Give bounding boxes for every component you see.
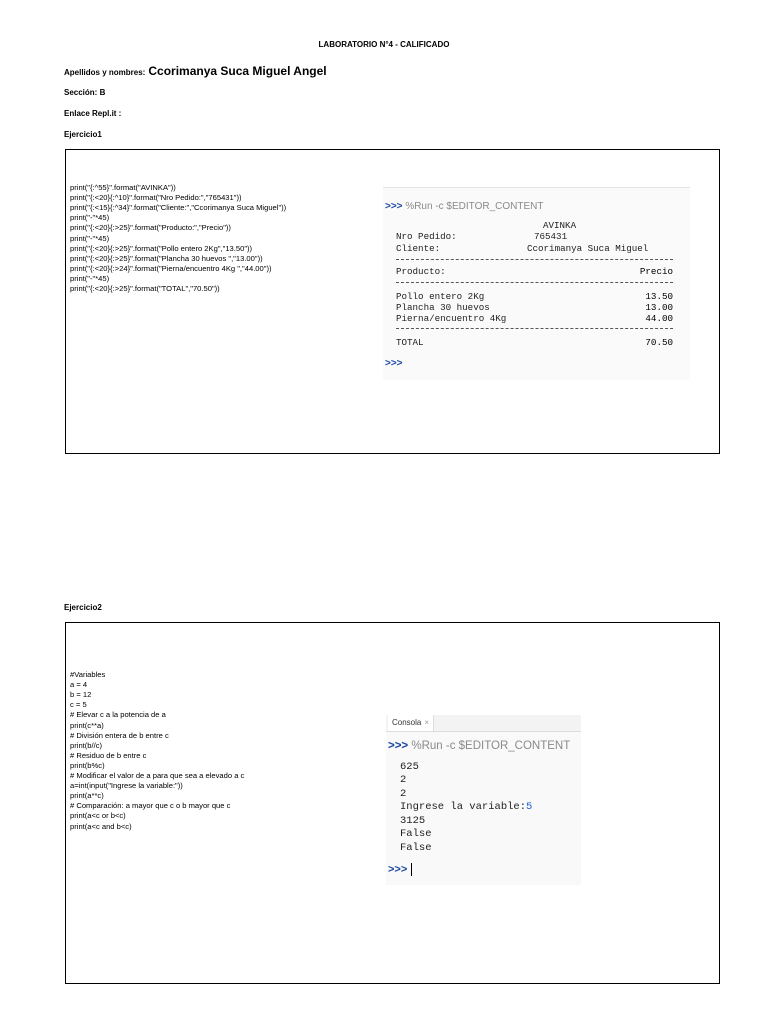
code-line: print(b//c) (70, 740, 103, 750)
code-line: #Variables (70, 670, 106, 680)
separator (396, 328, 673, 329)
code-line: print("-"*45) (70, 233, 110, 243)
exercise1-title: Ejercicio1 (64, 130, 102, 139)
item-price: 13.00 (645, 302, 673, 313)
code-line: b = 12 (70, 690, 92, 700)
code-line: print("-"*45) (70, 213, 110, 223)
total-value: 70.50 (645, 337, 673, 348)
page-title: LABORATORIO N°4 - CALIFICADO (318, 40, 450, 49)
code-line: print(a<c or b<c) (70, 811, 126, 821)
code-line: # Modificar el valor de a para que sea a elevado a c (70, 771, 245, 781)
code-line: print("{:<20}{:>25}".format("Producto:","Precio")) (70, 223, 231, 233)
output-line: False (400, 842, 432, 854)
order-value: 765431 (534, 231, 568, 242)
console-tabbar (386, 715, 581, 732)
console-command-line (388, 740, 570, 752)
exercise2-box (65, 622, 720, 984)
order-label: Nro Pedido: (396, 231, 457, 242)
exercise1-box (65, 149, 720, 454)
code-line: a = 4 (70, 680, 88, 690)
name-field (64, 64, 327, 78)
product-label: Producto: (396, 266, 446, 277)
prompt-icon: >>> (388, 863, 408, 876)
output-line: 625 (400, 761, 419, 773)
code-line: print("{:<20}{:>24}".format("Pierna/encuentro 4Kg ","44.00")) (70, 263, 272, 273)
output-line: 3125 (400, 815, 426, 827)
output-line: 2 (400, 788, 407, 800)
code-line: print("-"*45) (70, 273, 110, 283)
item-price: 13.50 (645, 291, 673, 302)
item-name: Pierna/encuentro 4Kg (396, 313, 507, 324)
code-line: # Comparación: a mayor que c o b mayor que c (70, 801, 231, 811)
run-command: %Run -c $EDITOR_CONTENT (405, 201, 544, 212)
exercise2-title: Ejercicio2 (64, 603, 102, 612)
input-prompt: Ingrese la variable: (400, 801, 527, 813)
exercise1-code (70, 173, 286, 314)
close-icon[interactable]: × (424, 718, 430, 727)
exercise1-console (383, 187, 690, 380)
prompt-icon: >>> (385, 201, 403, 212)
exercise2-code (70, 660, 244, 852)
output-line: 2 (400, 774, 407, 786)
code-line: print(c**a) (70, 720, 104, 730)
code-line: # División entera de b entre c (70, 730, 169, 740)
tab-label: Consola (392, 718, 422, 727)
code-line: print(b%c) (70, 760, 105, 770)
code-line: print("{:^55}".format("AVINKA")) (70, 183, 176, 193)
item-name: Pollo entero 2Kg (396, 291, 485, 302)
run-command: %Run -c $EDITOR_CONTENT (411, 740, 571, 752)
code-line: c = 5 (70, 700, 87, 710)
code-line: a=int(input("Ingrese la variable:")) (70, 781, 183, 791)
item-name: Plancha 30 huevos (396, 302, 490, 313)
item-price: 44.00 (645, 313, 673, 324)
output-line: False (400, 828, 432, 840)
exercise2-console (386, 715, 581, 885)
separator (396, 259, 673, 260)
separator (396, 282, 673, 283)
input-line (400, 801, 532, 815)
code-line: print("{:<20}{:>25}".format("TOTAL","70.50")) (70, 284, 220, 294)
tab-console[interactable] (388, 715, 434, 731)
repl-link-field: Enlace Repl.it : (64, 109, 122, 118)
client-label: Cliente: (396, 243, 441, 254)
section-field: Sección: B (64, 88, 106, 97)
name-label: Apellidos y nombres: (64, 68, 146, 77)
price-label: Precio (639, 266, 673, 277)
console-end-prompt[interactable] (385, 358, 403, 369)
console-end-prompt[interactable] (388, 863, 412, 876)
code-line: print("{:<20}{:>25}".format("Plancha 30 huevos ","13.00")) (70, 253, 263, 263)
code-line: print(a<c and b<c) (70, 821, 132, 831)
code-line: print("{:<20}{:>25}".format("Pollo entero 2Kg","13.50")) (70, 243, 253, 253)
code-line: # Residuo de b entre c (70, 750, 147, 760)
prompt-icon: >>> (385, 358, 403, 369)
code-line: # Elevar c a la potencia de a (70, 710, 166, 720)
student-name: Ccorimanya Suca Miguel Angel (148, 64, 327, 78)
console-command-line (385, 201, 544, 212)
code-line: print("{:<15}{:^34}".format("Cliente:","Ccorimanya Suca Miguel")) (70, 203, 287, 213)
code-line: print("{:<20}{:^10}".format("Nro Pedido:","765431")) (70, 193, 242, 203)
prompt-icon: >>> (388, 740, 409, 752)
input-value: 5 (526, 801, 533, 813)
store-name: AVINKA (543, 220, 577, 231)
total-label: TOTAL (396, 337, 424, 348)
client-value: Ccorimanya Suca Miguel (527, 243, 649, 254)
text-cursor (411, 863, 412, 876)
code-line: print(a**c) (70, 791, 104, 801)
